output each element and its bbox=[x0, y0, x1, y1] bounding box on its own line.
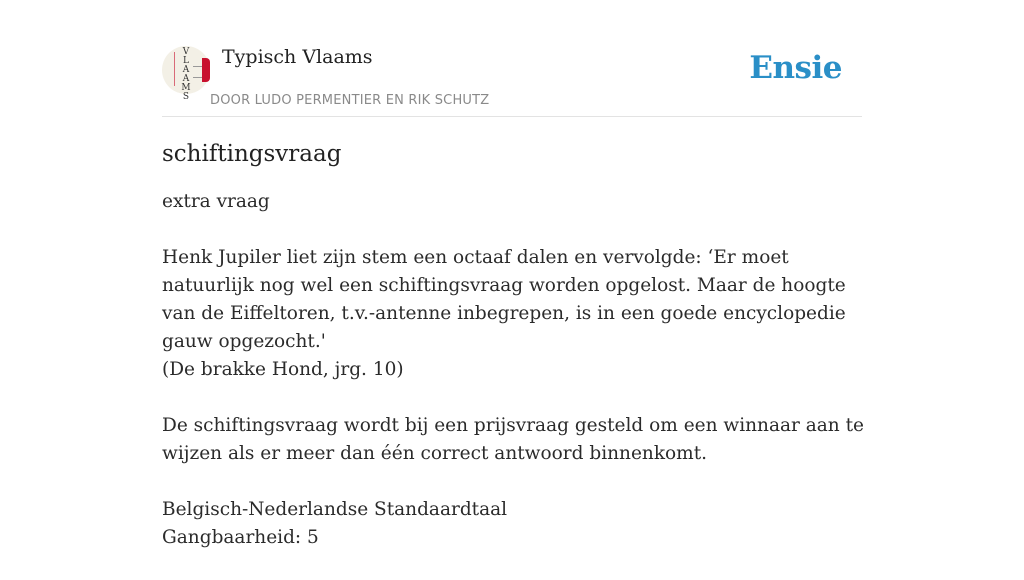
site-logo[interactable] bbox=[162, 46, 210, 102]
entry-body bbox=[162, 188, 872, 552]
site-header bbox=[162, 44, 862, 117]
logo-lines bbox=[193, 66, 202, 78]
site-title[interactable]: Typisch Vlaams bbox=[222, 46, 373, 68]
ensie-brand-link[interactable]: Ensie bbox=[749, 50, 842, 86]
logo-decoration bbox=[174, 52, 175, 86]
entry-term: schiftingsvraag bbox=[162, 141, 342, 167]
entry-content bbox=[162, 138, 872, 580]
entry-language: Belgisch-Nederlandse Standaardtaal bbox=[162, 499, 508, 520]
entry-definition: extra vraag bbox=[162, 191, 270, 212]
entry-quote: Henk Jupiler liet zijn stem een octaaf dalen en vervolgde: ‘Er moet natuurlijk nog wel een schiftingsvraag worden opgelost. Maar de hoogte van de Eiffeltoren, t.v.-antenne inbegrepen, is in een goede encyclopedie gauw opgezocht.' bbox=[162, 247, 846, 352]
logo-letters: V L A A M S bbox=[181, 47, 191, 102]
entry-usage: Gangbaarheid: 5 bbox=[162, 527, 319, 548]
site-authors: DOOR LUDO PERMENTIER EN RIK SCHUTZ bbox=[210, 93, 490, 108]
entry-quote-block bbox=[162, 244, 872, 384]
logo-red-accent bbox=[202, 58, 210, 82]
entry-explanation: De schiftingsvraag wordt bij een prijsvraag gesteld om een winnaar aan te wijzen als er meer dan één correct antwoord binnenkomt. bbox=[162, 415, 864, 464]
entry-quote-source: (De brakke Hond, jrg. 10) bbox=[162, 359, 404, 380]
entry-meta bbox=[162, 496, 872, 552]
